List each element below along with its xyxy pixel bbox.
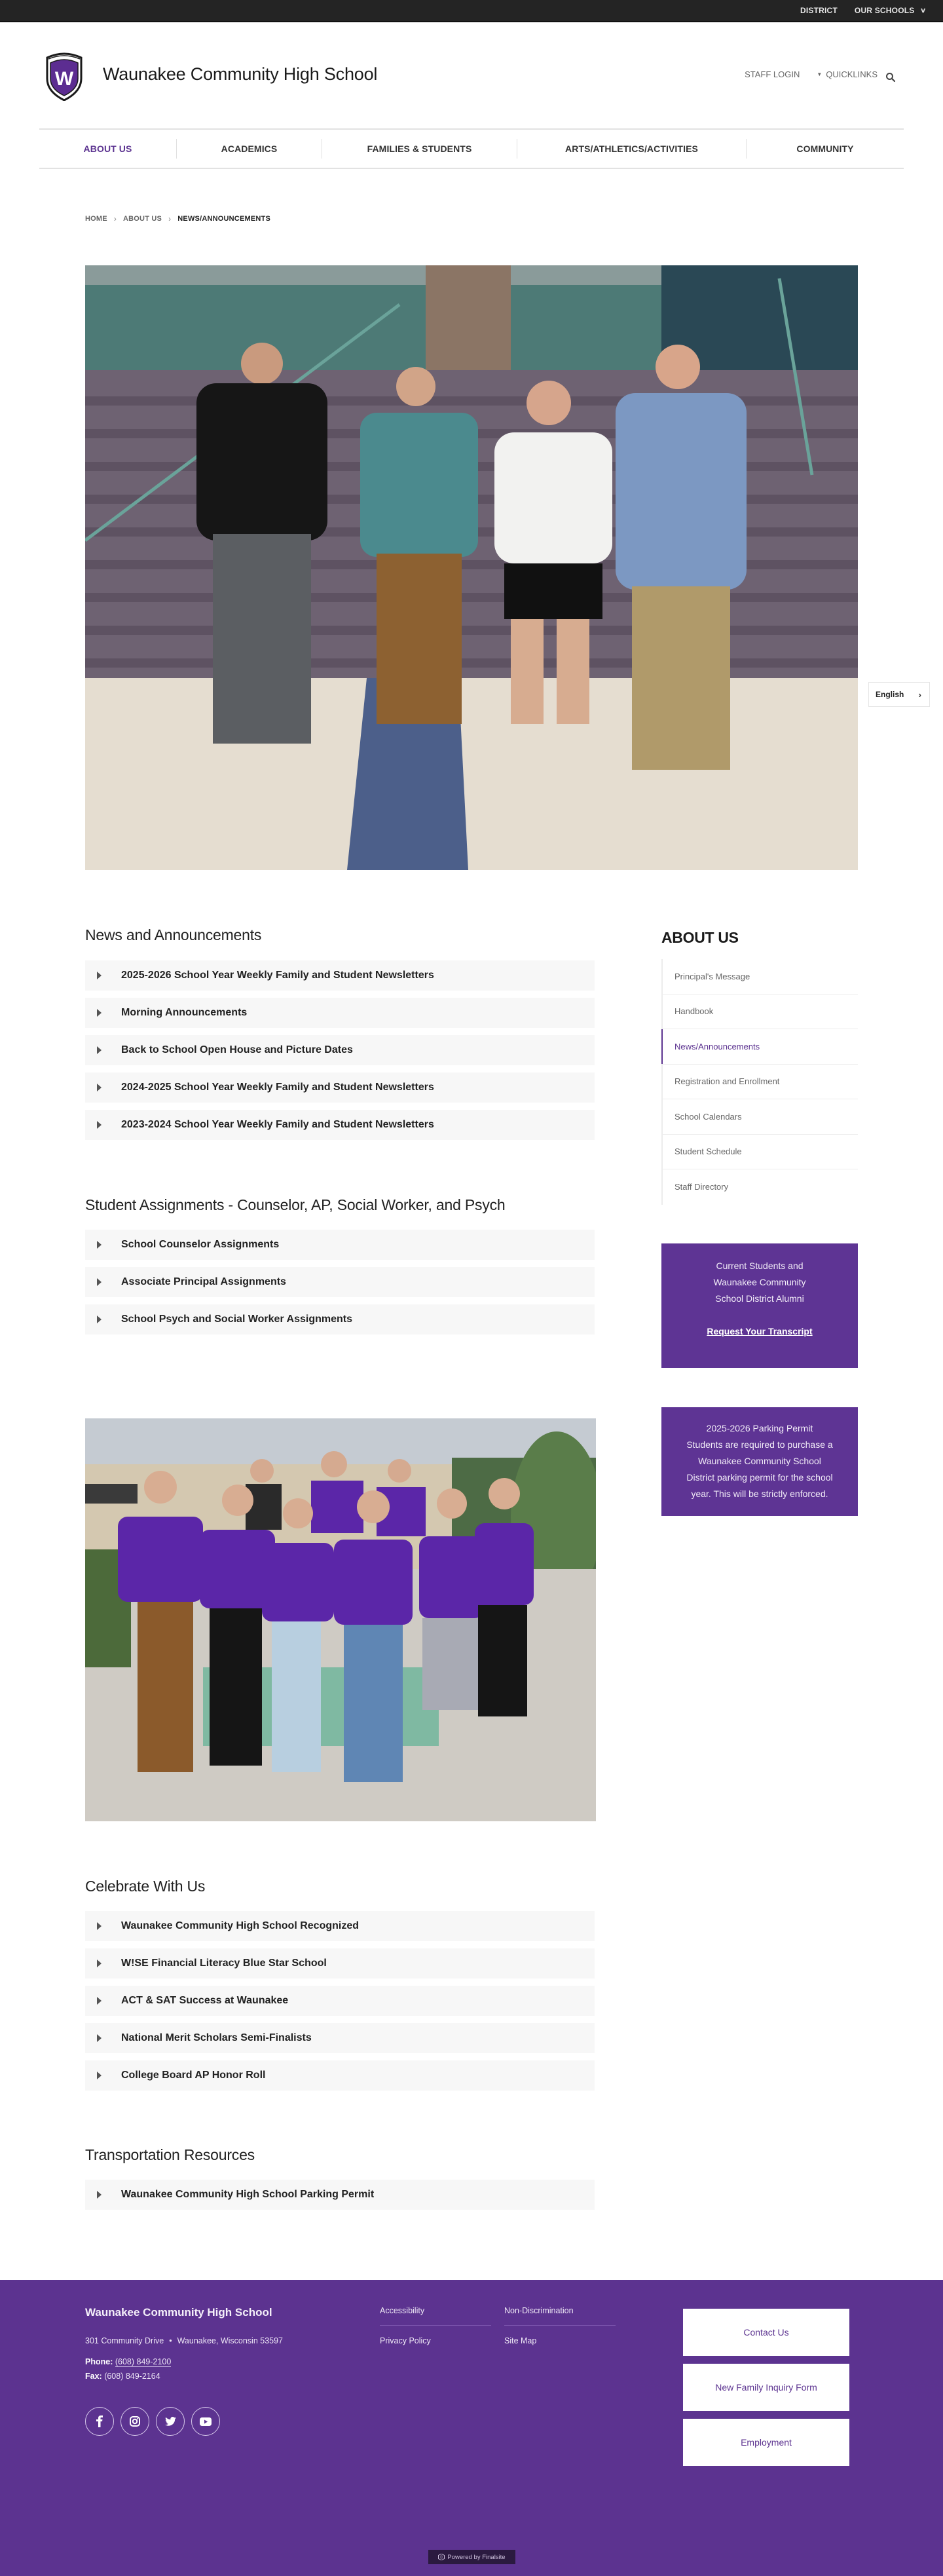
staff-group-photo	[85, 1418, 596, 1821]
accordion-label: W!SE Financial Literacy Blue Star School	[121, 1958, 327, 1969]
accordion-item[interactable]	[85, 1110, 595, 1140]
transportation-section-title: Transportation Resources	[85, 2146, 255, 2163]
caret-right-icon	[97, 1121, 102, 1129]
accordion-label: Back to School Open House and Picture Dates	[121, 1044, 353, 1055]
sidebar-item-news-announcements[interactable]: News/Announcements	[663, 1029, 858, 1065]
fax-label: Fax:	[85, 2372, 102, 2381]
breadcrumb-home[interactable]: HOME	[85, 215, 107, 223]
breadcrumb-about-us[interactable]: ABOUT US	[123, 215, 162, 223]
powered-by-finalsite-badge[interactable]	[428, 2550, 515, 2564]
our-schools-label: OUR SCHOOLS	[854, 6, 915, 15]
accordion-item[interactable]	[85, 2023, 595, 2053]
nav-academics[interactable]: ACADEMICS	[177, 139, 322, 159]
callout-text: year. This will be strictly enforced.	[691, 1488, 828, 1499]
search-icon[interactable]	[885, 72, 896, 83]
request-transcript-link[interactable]: Request Your Transcript	[707, 1326, 813, 1336]
phone-link[interactable]: (608) 849-2100	[115, 2357, 172, 2366]
bullet-separator: •	[169, 2336, 172, 2345]
accordion-item[interactable]	[85, 1230, 595, 1260]
accordion-label: Associate Principal Assignments	[121, 1276, 286, 1287]
footer-school-name: Waunakee Community High School	[85, 2306, 272, 2319]
callout-text: School District Alumni	[715, 1293, 804, 1304]
sidebar-item-principals-message[interactable]: Principal's Message	[663, 959, 858, 994]
nav-about-us[interactable]: ABOUT US	[39, 139, 177, 159]
fax-number: (608) 849-2164	[104, 2372, 160, 2381]
assignments-section-title: Student Assignments - Counselor, AP, Social Worker, and Psych	[85, 1196, 506, 1213]
callout-text: District parking permit for the school	[686, 1472, 833, 1483]
caret-down-icon: ▼	[817, 71, 823, 77]
breadcrumb	[85, 214, 270, 223]
celebrate-accordion	[85, 1911, 595, 2091]
caret-right-icon	[97, 972, 102, 979]
transcript-callout	[661, 1243, 858, 1368]
chevron-right-icon: ›	[113, 214, 117, 223]
accordion-label: Waunakee Community High School Recognized	[121, 1920, 359, 1931]
main-nav	[39, 128, 904, 169]
school-logo[interactable]	[45, 52, 84, 101]
site-title[interactable]: Waunakee Community High School	[103, 64, 378, 84]
nav-families-students[interactable]: FAMILIES & STUDENTS	[322, 139, 517, 159]
language-selector[interactable]	[868, 682, 930, 707]
accordion-item[interactable]	[85, 1911, 595, 1941]
accordion-label: 2024-2025 School Year Weekly Family and Student Newsletters	[121, 1082, 434, 1093]
address-street: 301 Community Drive	[85, 2336, 164, 2345]
sidebar-item-school-calendars[interactable]: School Calendars	[663, 1099, 858, 1135]
accordion-item[interactable]	[85, 1035, 595, 1065]
caret-right-icon	[97, 1960, 102, 1967]
footer-link-site-map[interactable]: Site Map	[504, 2336, 537, 2345]
sidebar-item-handbook[interactable]: Handbook	[663, 994, 858, 1030]
parking-permit-callout	[661, 1407, 858, 1516]
powered-by-label: Powered by Finalsite	[447, 2553, 506, 2561]
transportation-accordion	[85, 2180, 595, 2210]
accordion-label: Waunakee Community High School Parking Permit	[121, 2189, 375, 2200]
svg-text:W: W	[54, 68, 74, 90]
accordion-item[interactable]	[85, 1267, 595, 1297]
footer-link-non-discrimination[interactable]: Non-Discrimination	[504, 2296, 616, 2326]
nav-arts-athletics-activities[interactable]: ARTS/ATHLETICS/ACTIVITIES	[517, 139, 747, 159]
accordion-label: 2025-2026 School Year Weekly Family and Student Newsletters	[121, 970, 434, 981]
accordion-item[interactable]	[85, 998, 595, 1028]
contact-us-button[interactable]: Contact Us	[683, 2309, 849, 2356]
callout-text: Students are required to purchase a	[686, 1439, 833, 1450]
caret-right-icon	[97, 1009, 102, 1017]
staff-login-link[interactable]: STAFF LOGIN	[745, 69, 800, 79]
callout-text: Current Students and	[716, 1260, 804, 1271]
new-family-inquiry-button[interactable]: New Family Inquiry Form	[683, 2364, 849, 2411]
caret-right-icon	[97, 1084, 102, 1091]
facebook-icon[interactable]	[85, 2407, 114, 2436]
accordion-item[interactable]	[85, 1948, 595, 1979]
accordion-label: School Psych and Social Worker Assignments	[121, 1314, 352, 1325]
social-links	[85, 2407, 220, 2436]
caret-right-icon	[97, 1241, 102, 1249]
utility-bar	[0, 0, 943, 22]
accordion-item[interactable]	[85, 1986, 595, 2016]
callout-text: Waunakee Community	[713, 1277, 806, 1287]
caret-right-icon	[97, 1922, 102, 1930]
callout-text: Waunakee Community School	[698, 1456, 821, 1466]
sidebar-menu	[661, 959, 858, 1205]
accordion-label: Morning Announcements	[121, 1007, 248, 1018]
caret-right-icon	[97, 2034, 102, 2042]
sidebar-item-student-schedule[interactable]: Student Schedule	[663, 1135, 858, 1170]
accordion-item[interactable]	[85, 1072, 595, 1103]
quicklinks-dropdown[interactable]	[817, 69, 878, 79]
footer-link-accessibility[interactable]: Accessibility	[380, 2296, 491, 2326]
district-link[interactable]	[800, 6, 838, 15]
district-label: DISTRICT	[800, 6, 838, 15]
news-section-title: News and Announcements	[85, 926, 262, 943]
accordion-label: School Counselor Assignments	[121, 1239, 280, 1250]
footer-fax	[85, 2372, 160, 2381]
hero-photo-staff-on-stairs	[85, 265, 858, 870]
accordion-item[interactable]	[85, 960, 595, 991]
nav-community[interactable]: COMMUNITY	[796, 143, 854, 154]
footer-links	[380, 2296, 622, 2356]
chevron-down-icon: ∨	[920, 7, 927, 14]
finalsite-logo-icon	[438, 2554, 445, 2560]
shield-logo-icon	[45, 52, 84, 101]
sidebar-title: ABOUT US	[661, 929, 739, 946]
sidebar-item-staff-directory[interactable]: Staff Directory	[675, 1182, 729, 1192]
footer-link-privacy-policy[interactable]: Privacy Policy	[380, 2336, 431, 2345]
caret-right-icon	[97, 1316, 102, 1323]
breadcrumb-current: NEWS/ANNOUNCEMENTS	[177, 215, 270, 223]
chevron-right-icon: ›	[168, 214, 172, 223]
language-label: English	[876, 690, 904, 699]
caret-right-icon	[97, 1046, 102, 1054]
footer-address	[85, 2336, 283, 2345]
our-schools-dropdown[interactable]	[855, 6, 926, 15]
accordion-label: ACT & SAT Success at Waunakee	[121, 1995, 289, 2006]
youtube-icon[interactable]	[191, 2407, 220, 2436]
site-footer	[0, 2280, 943, 2576]
quicklinks-label: QUICKLINKS	[826, 69, 878, 79]
callout-text: 2025-2026 Parking Permit	[706, 1423, 813, 1433]
celebrate-section-title: Celebrate With Us	[85, 1878, 206, 1895]
caret-right-icon	[97, 1278, 102, 1286]
accordion-item[interactable]	[85, 2060, 595, 2091]
header-utility-links	[745, 69, 878, 79]
assignments-accordion	[85, 1230, 595, 1335]
twitter-icon[interactable]	[156, 2407, 185, 2436]
footer-buttons	[683, 2309, 849, 2466]
address-city: Waunakee, Wisconsin 53597	[177, 2336, 284, 2345]
accordion-label: National Merit Scholars Semi-Finalists	[121, 2032, 312, 2043]
footer-phone	[85, 2357, 171, 2366]
news-accordion	[85, 960, 595, 1140]
accordion-label: College Board AP Honor Roll	[121, 2070, 266, 2081]
accordion-item[interactable]	[85, 2180, 595, 2210]
accordion-item[interactable]	[85, 1304, 595, 1335]
caret-right-icon	[97, 1997, 102, 2005]
employment-button[interactable]: Employment	[683, 2419, 849, 2466]
accordion-label: 2023-2024 School Year Weekly Family and Student Newsletters	[121, 1119, 434, 1130]
instagram-icon[interactable]	[120, 2407, 149, 2436]
caret-right-icon	[97, 2072, 102, 2079]
chevron-right-icon: ›	[918, 689, 921, 700]
phone-label: Phone:	[85, 2357, 113, 2366]
sidebar-item-registration-enrollment[interactable]: Registration and Enrollment	[663, 1065, 858, 1100]
caret-right-icon	[97, 2191, 102, 2199]
